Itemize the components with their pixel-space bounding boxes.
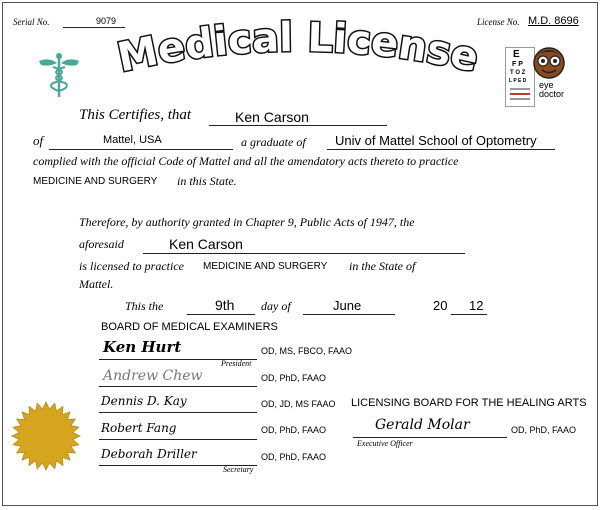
authority-state: Mattel. <box>79 277 114 291</box>
certify-in-state: in this State. <box>177 174 237 188</box>
certify-practice: MEDICINE AND SURGERY <box>33 176 158 187</box>
certify-name: Ken Carson <box>235 109 309 125</box>
eye-chart-row-1: E <box>513 49 520 60</box>
gold-seal-icon <box>11 401 81 471</box>
license-title-text: Medical License <box>113 14 483 82</box>
board-signature-2: Andrew Chew <box>103 368 203 384</box>
of-label: of <box>33 133 44 148</box>
authority-line1: Therefore, by authority granted in Chapter 9, Public Acts of 1947, the <box>79 215 415 229</box>
eye-chart-row-2: F P <box>512 61 523 68</box>
certify-intro: This Certifies, that <box>79 107 192 123</box>
board-signature-1: Ken Hurt <box>103 338 182 356</box>
board-signature-3: Dennis D. Kay <box>101 394 187 408</box>
date-year-suffix: 12 <box>469 298 484 313</box>
graduate-label: a graduate of <box>241 135 306 149</box>
badge-caption-1: eye <box>539 80 554 90</box>
licensing-signature: Gerald Molar <box>375 417 470 433</box>
eye-chart-row-3: T O Z <box>510 70 526 76</box>
aforesaid-label: aforesaid <box>79 237 124 251</box>
date-year-prefix: 20 <box>433 298 448 313</box>
date-day: 9th <box>215 297 235 313</box>
board-signature-5: Deborah Driller <box>101 447 197 461</box>
certify-school: Univ of Mattel School of Optometry <box>335 133 537 148</box>
licensing-title: LICENSING BOARD FOR THE HEALING ARTS <box>351 397 587 409</box>
in-state-of-label: in the State of <box>349 259 416 273</box>
board-title: BOARD OF MEDICAL EXAMINERS <box>101 321 278 333</box>
caduceus-icon <box>37 51 81 99</box>
board-credentials-2: OD, PhD, FAAO <box>261 373 327 383</box>
certificate-frame <box>2 2 598 506</box>
serial-label: Serial No. <box>13 17 50 27</box>
certify-origin: Mattel, USA <box>103 134 162 146</box>
this-the-label: This the <box>125 299 164 313</box>
doctor-face-icon <box>531 45 567 79</box>
authority-name: Ken Carson <box>169 236 243 252</box>
eye-doctor-badge <box>505 45 567 107</box>
license-label: License No. <box>477 17 520 27</box>
board-role-1: President <box>221 359 252 368</box>
serial-value: 9079 <box>96 16 117 26</box>
licensing-role: Executive Officer <box>357 439 413 448</box>
licensed-label: is licensed to practice <box>79 259 184 273</box>
eye-chart-row-4: L P E D <box>509 78 527 84</box>
authority-practice: MEDICINE AND SURGERY <box>203 261 328 272</box>
board-credentials-1: OD, MS, FBCO, FAAO <box>261 346 353 356</box>
date-month: June <box>333 298 362 313</box>
license-value: M.D. 8696 <box>528 15 579 27</box>
board-credentials-3: OD, JD, MS FAAO <box>261 399 336 409</box>
certify-line2: complied with the official Code of Mattel and all the amendatory acts thereto to practice <box>33 154 459 168</box>
board-credentials-4: OD, PhD, FAAO <box>261 425 327 435</box>
badge-caption-2: doctor <box>539 89 565 99</box>
license-title <box>98 9 498 89</box>
licensing-credentials: OD, PhD, FAAO <box>511 425 577 435</box>
board-role-5: Secretary <box>223 465 254 474</box>
board-signature-4: Robert Fang <box>101 421 177 435</box>
board-credentials-5: OD, PhD, FAAO <box>261 452 327 462</box>
day-of-label: day of <box>261 299 291 313</box>
